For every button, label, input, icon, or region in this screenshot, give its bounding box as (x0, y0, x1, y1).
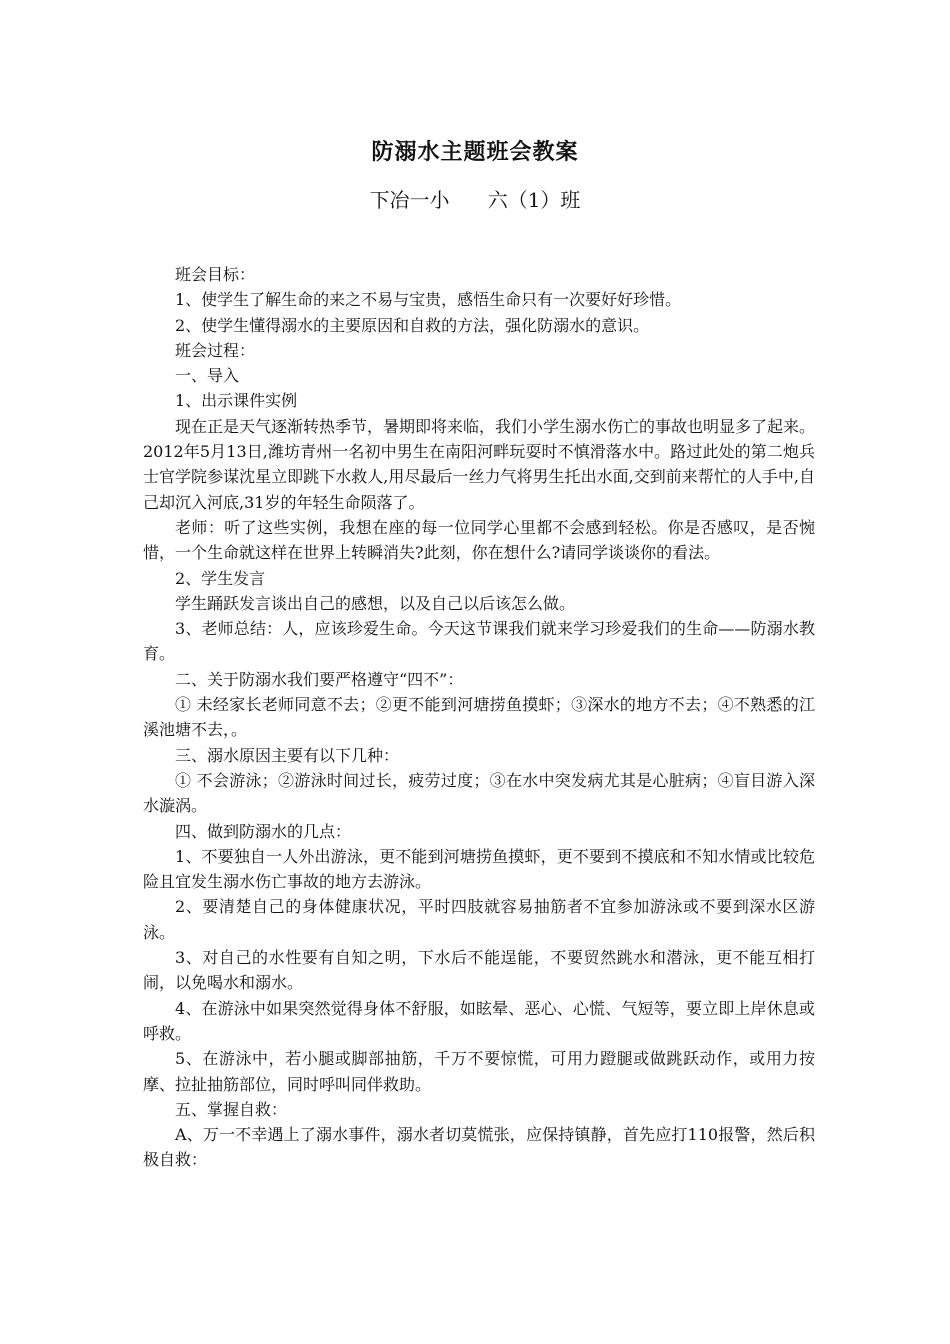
prevention-item-2: 2、要清楚自己的身体健康状况，平时四肢就容易抽筋者不宜参加游泳或不要到深水区游泳。 (143, 897, 815, 942)
teacher-summary-paragraph: 3、老师总结：人，应该珍爱生命。今天这节课我们就来学习珍爱我们的生命——防溺水教育。 (143, 619, 815, 664)
goal-item-1: 1、使学生了解生命的来之不易与宝贵，感悟生命只有一次要好好珍惜。 (175, 290, 682, 310)
student-speech-paragraph: 学生踊跃发言谈出自己的感想，以及自己以后该怎么做。 (175, 593, 576, 613)
teacher-paragraph: 老师：听了这些实例，我想在座的每一位同学心里都不会感到轻松。你是否感叹，是否惋惜，一个生命就这样在世界上转瞬消失?此刻，你在想什么?请同学谈谈你的看法。 (143, 517, 815, 563)
document-subtitle: 下冶一小 六（1）班 (369, 188, 581, 212)
part-heading-causes: 三、溺水原因主要有以下几种： (175, 745, 400, 765)
section-heading-goals: 班会目标： (175, 265, 256, 284)
prevention-item-4: 4、在游泳中如果突然觉得身体不舒服，如眩晕、恶心、心慌、气短等，要立即上岸休息或呼救。 (143, 998, 815, 1043)
prevention-item-1: 1、不要独自一人外出游泳，更不能到河塘捞鱼摸虾，更不要到不摸底和不知水情或比较危险且宜发生溺水伤亡事故的地方去游泳。 (143, 846, 815, 892)
example-paragraph: 现在正是天气逐渐转热季节，暑期即将来临，我们小学生溺水伤亡的事故也明显多了起来。2012年5月13日,潍坊青州一名初中男生在南阳河畔玩耍时不慎滑落水中。路过此处的第二炮兵士官学院参谋沈星立即跳下水救人,用尽最后一丝力气将男生托出水面,交到前来帮忙的人手中,自己却沉入河底,31岁的年轻生命陨落了。 (143, 416, 816, 512)
step-heading-example: 1、出示课件实例 (175, 391, 298, 411)
self-rescue-item-a: A、万一不幸遇上了溺水事件，溺水者切莫慌张，应保持镇静，首先应打110报警，然后积极自救： (143, 1125, 815, 1170)
step-heading-student-speech: 2、学生发言 (175, 568, 266, 588)
part-heading-intro: 一、导入 (175, 366, 240, 386)
document-title: 防溺水主题班会教案 (371, 140, 579, 165)
part-heading-self-rescue: 五、掌握自救： (175, 1099, 288, 1119)
part-heading-four-nots: 二、关于防溺水我们要严格遵守“四不”： (175, 669, 464, 689)
prevention-item-5: 5、在游泳中，若小腿或脚部抽筋，千万不要惊慌，可用力蹬腿或做跳跃动作，或用力按摩、拉扯抽筋部位，同时呼叫同伴救助。 (143, 1049, 815, 1094)
causes-list: ① 不会游泳；②游泳时间过长，疲劳过度；③在水中突发病尤其是心脏病；④盲目游入深水漩涡。 (143, 770, 815, 816)
goal-item-2: 2、使学生懂得溺水的主要原因和自救的方法，强化防溺水的意识。 (175, 315, 650, 335)
section-heading-process: 班会过程： (175, 340, 256, 360)
document-body (143, 262, 815, 1173)
four-nots-list: ① 未经家长老师同意不去；②更不能到河塘捞鱼摸虾；③深水的地方不去；④不熟悉的江溪池塘不去，。 (143, 695, 815, 740)
prevention-item-3: 3、对自己的水性要有自知之明，下水后不能逞能，不要贸然跳水和潜泳，更不能互相打闹，以免喝水和溺水。 (143, 948, 815, 993)
part-heading-prevention: 四、做到防溺水的几点： (175, 821, 352, 841)
